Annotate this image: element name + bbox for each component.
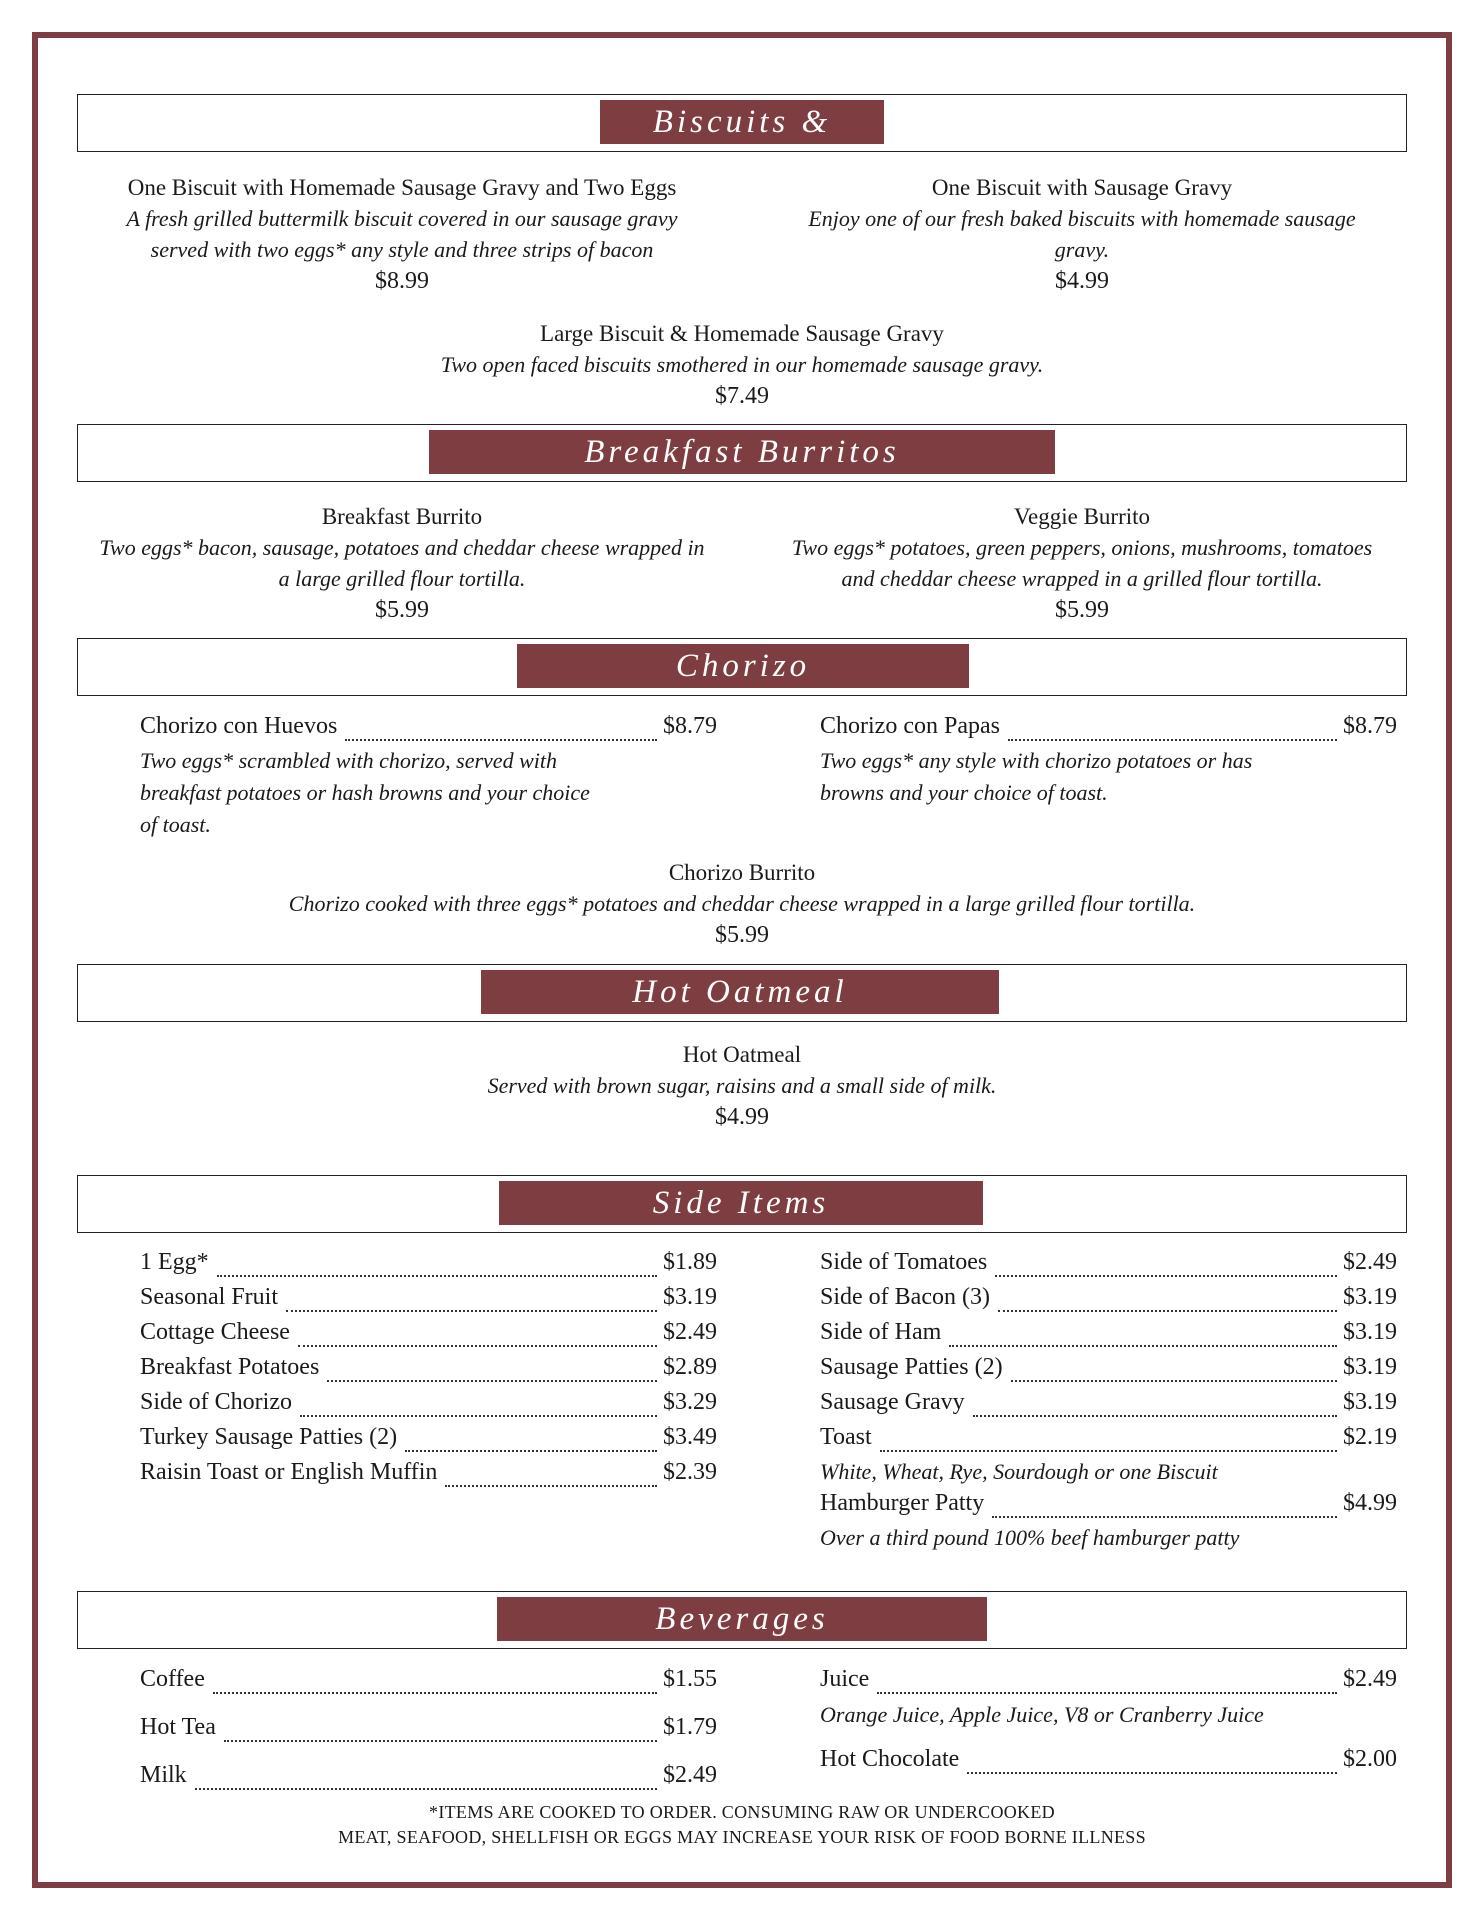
dot-leader: [213, 1691, 657, 1694]
item-name: Large Biscuit & Homemade Sausage Gravy: [540, 321, 944, 346]
dot-leader: [195, 1787, 657, 1790]
item-name: Side of Tomatoes: [820, 1249, 988, 1275]
item-name: Sausage Gravy: [820, 1389, 965, 1415]
footer-disclaimer-line1: *ITEMS ARE COOKED TO ORDER. CONSUMING RAW OR UNDERCOOKED: [429, 1802, 1055, 1822]
item-price: $2.39: [663, 1459, 717, 1485]
menu-item: [77, 502, 727, 627]
item-name: Veggie Burrito: [1013, 504, 1151, 529]
item-description: served with two eggs* any style and three strips of bacon: [150, 237, 654, 262]
side-item-row: [140, 1319, 717, 1353]
side-item-row: [140, 1249, 717, 1283]
item-name: Chorizo con Huevos: [140, 713, 338, 739]
item-price: $5.99: [1055, 597, 1109, 623]
beverage-row: [140, 1714, 717, 1748]
item-price: $1.55: [663, 1666, 717, 1692]
item-name: Breakfast Burrito: [321, 504, 483, 529]
side-item-row: [140, 1284, 717, 1318]
item-description: Two open faced biscuits smothered in our homemade sausage gravy.: [440, 352, 1044, 377]
dot-leader: [345, 738, 657, 741]
item-description: breakfast potatoes or hash browns and your choice: [140, 780, 590, 805]
item-name: Turkey Sausage Patties (2): [140, 1424, 398, 1450]
item-price: $8.79: [663, 713, 717, 739]
side-item-row: [140, 1459, 717, 1493]
menu-item: [77, 858, 1407, 952]
item-price: $3.19: [1343, 1354, 1397, 1380]
chorizo-con-huevos-row: [140, 713, 717, 747]
item-description: Served with brown sugar, raisins and a small side of milk.: [487, 1073, 997, 1098]
side-item-row: [140, 1389, 717, 1423]
item-name: Hot Oatmeal: [682, 1042, 802, 1067]
item-name: Side of Chorizo: [140, 1389, 292, 1415]
item-name: Juice: [820, 1666, 870, 1692]
side-item-row: [820, 1319, 1397, 1353]
item-description: and cheddar cheese wrapped in a grilled flour tortilla.: [841, 566, 1323, 591]
item-name: Sausage Patties (2): [820, 1354, 1003, 1380]
item-name: Toast: [820, 1424, 872, 1450]
item-price: $4.99: [1055, 268, 1109, 294]
item-name: Side of Bacon (3): [820, 1284, 990, 1310]
section-title: Hot Oatmeal: [481, 970, 999, 1014]
item-price: $7.49: [715, 383, 769, 409]
dot-leader: [327, 1379, 657, 1382]
menu-item: [77, 173, 727, 298]
chorizo-con-papas-row: [820, 713, 1397, 747]
item-name: Seasonal Fruit: [140, 1284, 278, 1310]
menu-item: [77, 319, 1407, 413]
item-description: Enjoy one of our fresh baked biscuits with homemade sausage: [808, 206, 1356, 231]
item-description: browns and your choice of toast.: [820, 780, 1108, 805]
item-name: One Biscuit with Sausage Gravy: [931, 175, 1233, 200]
menu-item: [757, 502, 1407, 627]
section-oatmeal-header: [77, 964, 1407, 1022]
item-description: Two eggs* potatoes, green peppers, onions, mushrooms, tomatoes: [791, 535, 1373, 560]
beverage-row: [140, 1762, 717, 1796]
item-price: $3.19: [1343, 1389, 1397, 1415]
side-item-row: [820, 1424, 1397, 1458]
item-price: $1.79: [663, 1714, 717, 1740]
menu-item: [77, 1040, 1407, 1134]
item-name: 1 Egg*: [140, 1249, 209, 1275]
item-price: $4.99: [715, 1104, 769, 1130]
item-name: Raisin Toast or English Muffin: [140, 1459, 438, 1485]
item-price: $2.00: [1343, 1746, 1397, 1772]
section-burritos-header: [77, 424, 1407, 482]
item-name: Chorizo con Papas: [820, 713, 1000, 739]
item-name: Cottage Cheese: [140, 1319, 290, 1345]
item-name: Chorizo Burrito: [668, 860, 816, 885]
footer-disclaimer-line2: MEAT, SEAFOOD, SHELLFISH OR EGGS MAY INCREASE YOUR RISK OF FOOD BORNE ILLNESS: [338, 1827, 1146, 1847]
item-description: A fresh grilled buttermilk biscuit covered in our sausage gravy: [126, 206, 678, 231]
dot-leader: [998, 1309, 1337, 1312]
item-name: Hot Tea: [140, 1714, 216, 1740]
side-item-row: [140, 1424, 717, 1458]
dot-leader: [973, 1414, 1337, 1417]
item-price: $2.19: [1343, 1424, 1397, 1450]
item-price: $8.99: [375, 268, 429, 294]
side-item-row: [140, 1354, 717, 1388]
item-description: Chorizo cooked with three eggs* potatoes and cheddar cheese wrapped in a large grilled flour tortilla.: [288, 891, 1196, 916]
dot-leader: [949, 1344, 1337, 1347]
item-price: $5.99: [375, 597, 429, 623]
section-chorizo-header: [77, 638, 1407, 696]
section-title: Breakfast Burritos: [429, 430, 1055, 474]
item-price: $3.19: [1343, 1284, 1397, 1310]
dot-leader: [1008, 738, 1337, 741]
side-item-row: [820, 1249, 1397, 1283]
side-item-row: [820, 1389, 1397, 1423]
item-description: of toast.: [140, 812, 211, 837]
dot-leader: [405, 1449, 657, 1452]
item-name: Breakfast Potatoes: [140, 1354, 320, 1380]
menu-item: [757, 173, 1407, 298]
dot-leader: [1011, 1379, 1337, 1382]
item-price: $2.49: [1343, 1249, 1397, 1275]
section-title: Side Items: [499, 1181, 983, 1225]
section-sides-header: [77, 1175, 1407, 1233]
dot-leader: [286, 1309, 657, 1312]
item-price: $2.49: [1343, 1666, 1397, 1692]
item-price: $2.89: [663, 1354, 717, 1380]
item-name: Coffee: [140, 1666, 205, 1692]
dot-leader: [217, 1274, 657, 1277]
dot-leader: [298, 1344, 657, 1347]
side-item-row: [820, 1354, 1397, 1388]
item-description: a large grilled flour tortilla.: [278, 566, 526, 591]
item-price: $5.99: [715, 922, 769, 948]
item-price: $8.79: [1343, 713, 1397, 739]
item-price: $3.19: [663, 1284, 717, 1310]
section-title: Biscuits & Gravy: [600, 100, 884, 144]
item-name: One Biscuit with Homemade Sausage Gravy and Two Eggs: [127, 175, 677, 200]
dot-leader: [224, 1739, 657, 1742]
section-title: Beverages: [497, 1597, 987, 1641]
dot-leader: [300, 1414, 657, 1417]
item-description: Orange Juice, Apple Juice, V8 or Cranberry Juice: [820, 1702, 1264, 1727]
item-name: Hamburger Patty: [820, 1490, 985, 1516]
item-price: $3.49: [663, 1424, 717, 1450]
dot-leader: [880, 1449, 1337, 1452]
item-price: $3.19: [1343, 1319, 1397, 1345]
item-price: $2.49: [663, 1319, 717, 1345]
item-description: White, Wheat, Rye, Sourdough or one Biscuit: [820, 1459, 1218, 1484]
item-price: $1.89: [663, 1249, 717, 1275]
item-description: Over a third pound 100% beef hamburger patty: [820, 1525, 1240, 1550]
item-name: Side of Ham: [820, 1319, 942, 1345]
dot-leader: [995, 1274, 1337, 1277]
beverage-row: [820, 1746, 1397, 1780]
item-description: Two eggs* scrambled with chorizo, served with: [140, 748, 557, 773]
section-biscuits-header: [77, 94, 1407, 184]
item-name: Hot Chocolate: [820, 1746, 960, 1772]
beverage-row: [140, 1666, 717, 1700]
side-item-row: [820, 1284, 1397, 1318]
dot-leader: [967, 1771, 1337, 1774]
item-description: Two eggs* bacon, sausage, potatoes and cheddar cheese wrapped in: [99, 535, 705, 560]
item-description: Two eggs* any style with chorizo potatoes or has: [820, 748, 1253, 773]
section-beverages-header: [77, 1591, 1407, 1649]
item-description: gravy.: [1054, 237, 1110, 262]
dot-leader: [445, 1484, 657, 1487]
item-price: $3.29: [663, 1389, 717, 1415]
dot-leader: [877, 1691, 1337, 1694]
item-name: Milk: [140, 1762, 187, 1788]
item-price: $4.99: [1343, 1490, 1397, 1516]
dot-leader: [992, 1515, 1337, 1518]
side-item-row: [820, 1490, 1397, 1524]
beverage-row: [820, 1666, 1397, 1700]
item-price: $2.49: [663, 1762, 717, 1788]
section-title: Chorizo: [517, 644, 969, 688]
